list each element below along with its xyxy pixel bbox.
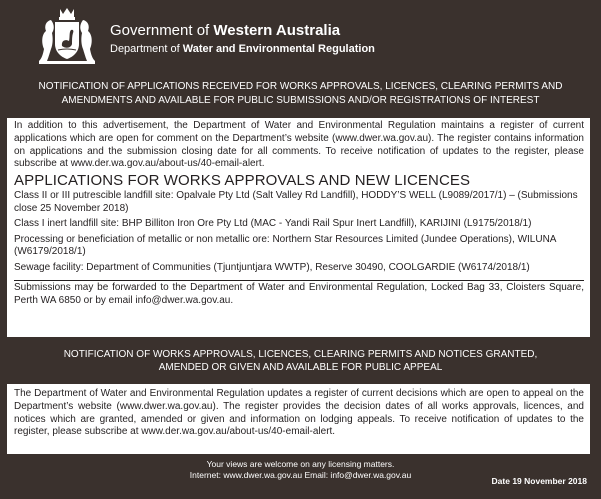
footer-welcome: Your views are welcome on any licensing matters. — [206, 459, 395, 469]
government-title: Government of Western Australia — [110, 22, 341, 39]
application-item: Sewage facility: Department of Communities (Tjuntjuntjara WWTP), Reserve 30490, COOLGARDIE (W6174/2018/1) — [14, 261, 530, 273]
applications-heading: APPLICATIONS FOR WORKS APPROVALS AND NEW LICENCES — [14, 172, 471, 190]
applications-notice-title: NOTIFICATION OF APPLICATIONS RECEIVED FOR WORKS APPROVALS, LICENCES, CLEARING PERMITS AND AMENDMENTS AND AVAILABLE FOR PUBLIC SUBMISSIONS AND/OR REGISTRATIONS OF INTEREST — [38, 81, 563, 106]
department-name: Water and Environmental Regulation — [182, 43, 375, 55]
divider — [14, 280, 584, 281]
submissions-info: Submissions may be forwarded to the Department of Water and Environmental Regulation, Locked Bag 33, Cloisters Square, Perth WA 6850 or by email info@dwer.wa.gov.au. — [14, 282, 584, 306]
application-item: Class I inert landfill site: BHP Billiton Iron Ore Pty Ltd (MAC - Yandi Rail Spur Inert Landfill), KARIJINI (L9175/2018/1) — [14, 218, 532, 230]
state-name: Western Australia — [213, 22, 341, 39]
granted-panel — [7, 384, 590, 454]
application-item: Processing or beneficiation of metallic or non metallic ore: Northern Star Resources Limited (Jundee Operations), WILUNA (W6179/2018/1) — [14, 233, 556, 258]
register-intro: In addition to this advertisement, the Department of Water and Environmental Regulation maintains a register of current applications which are open for comment on the Department’s website (www.dwer.wa.gov.au). The register contains information on applications and the submission closing date for all comments. To receive notification of updates to the register, please subscribe at www.der.wa.gov.au/about-us/40-email-alert. — [14, 120, 584, 170]
decisions-register-text: The Department of Water and Environmental Regulation updates a register of current decisions which are open to appeal on the Department’s website (www.dwer.wa.gov.au). The register provides the decision dates of all works approvals, licences, and notices which are granted, amended or given and information on lodging appeals. To receive notification of updates to the register, please subscribe at www.der.wa.gov.au/about-us/40-email-alert. — [14, 388, 584, 438]
application-item: Class II or III putrescible landfill site: Opalvale Pty Ltd (Salt Valley Rd Landfill), HODDY’S WELL (L9089/2017/1) – (Submissions close 25 November 2018) — [14, 190, 578, 214]
applications-panel — [7, 118, 590, 337]
granted-notice-title: NOTIFICATION OF WORKS APPROVALS, LICENCES, CLEARING PERMITS AND NOTICES GRANTED, AMENDED OR GIVEN AND AVAILABLE FOR PUBLIC APPEAL — [63, 349, 538, 373]
header — [0, 0, 601, 72]
department-title: Department of Water and Environmental Regulation — [110, 43, 375, 55]
footer-contact: Internet: www.dwer.wa.gov.au Email: info@dwer.wa.gov.au — [189, 470, 412, 480]
coat-of-arms-logo — [33, 6, 101, 68]
publication-date: Date 19 November 2018 — [491, 476, 587, 486]
